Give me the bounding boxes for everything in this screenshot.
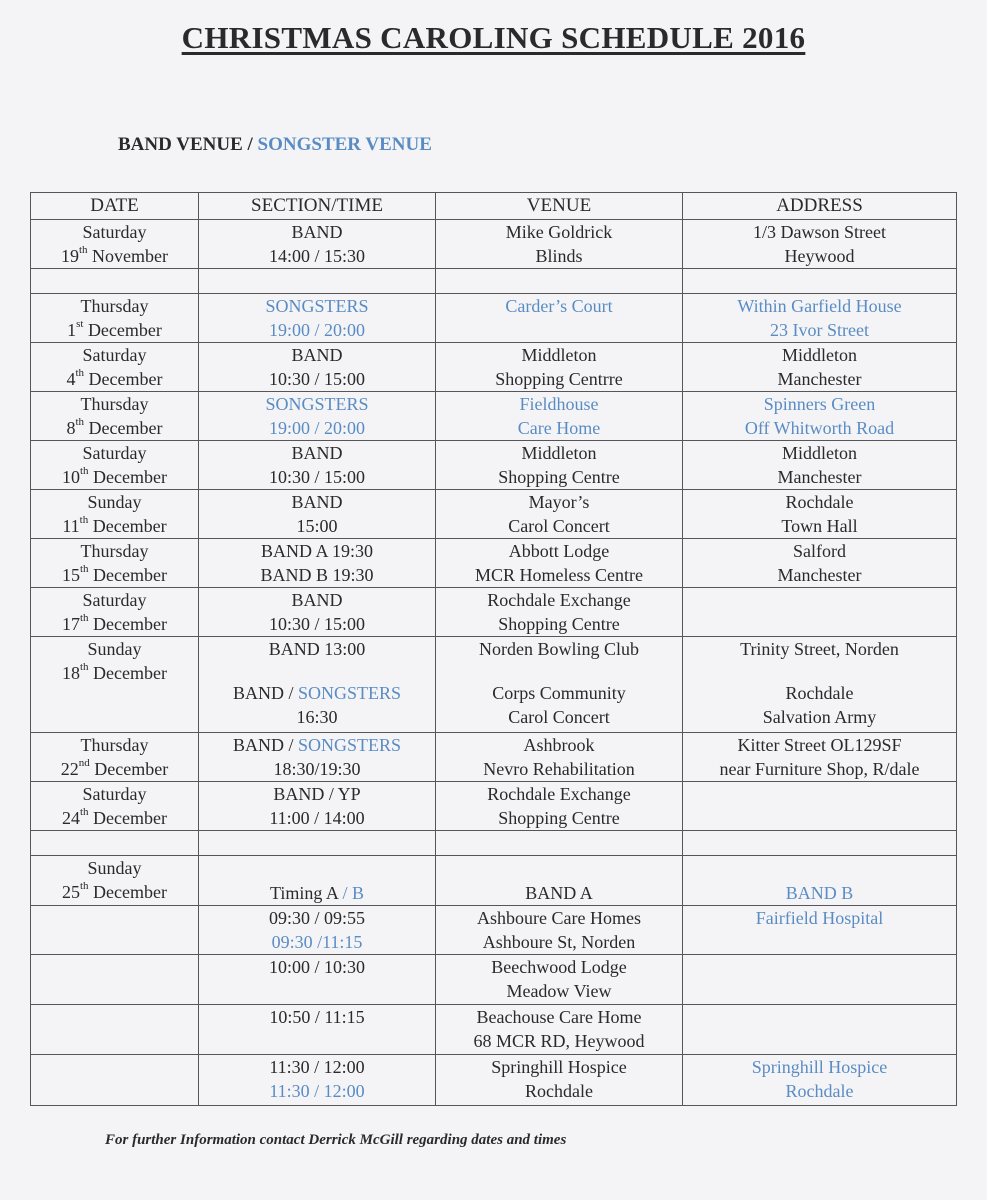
section-cell: BAND A 19:30 BAND B 19:30	[199, 539, 436, 588]
venue-cell: Fieldhouse Care Home	[436, 392, 683, 441]
date-cell	[31, 1055, 199, 1106]
date-cell: Thursday 1st December	[31, 294, 199, 343]
section-cell: 09:30 / 09:55 09:30 /11:15	[199, 906, 436, 955]
table-row	[31, 637, 957, 733]
table-row	[31, 343, 957, 392]
venue-cell: Abbott Lodge MCR Homeless Centre	[436, 539, 683, 588]
header-address: ADDRESS	[683, 193, 957, 220]
venue-cell: Springhill Hospice Rochdale	[436, 1055, 683, 1106]
venue-cell: Mayor’s Carol Concert	[436, 490, 683, 539]
venue-cell: Ashboure Care Homes Ashboure St, Norden	[436, 906, 683, 955]
schedule-table	[30, 192, 957, 1106]
table-row	[31, 588, 957, 637]
date-cell: Thursday 22nd December	[31, 733, 199, 782]
footer-note: For further Information contact Derrick McGill regarding dates and times	[105, 1132, 567, 1148]
date-cell: Sunday 25th December	[31, 856, 199, 906]
date-cell	[31, 1005, 199, 1055]
address-cell: Rochdale Town Hall	[683, 490, 957, 539]
table-row	[31, 856, 957, 906]
header-row	[31, 193, 957, 220]
header-date: DATE	[31, 193, 199, 220]
address-cell: Spinners Green Off Whitworth Road	[683, 392, 957, 441]
date-cell	[31, 955, 199, 1005]
table-row	[31, 392, 957, 441]
table-row	[31, 539, 957, 588]
date-cell: Thursday 8th December	[31, 392, 199, 441]
section-cell: BAND 13:00 BAND / SONGSTERS 16:30	[199, 637, 436, 733]
section-cell: 11:30 / 12:00 11:30 / 12:00	[199, 1055, 436, 1106]
address-cell: Middleton Manchester	[683, 343, 957, 392]
date-cell: Sunday 18th December	[31, 637, 199, 733]
section-cell: 10:00 / 10:30	[199, 955, 436, 1005]
address-cell: Trinity Street, Norden Rochdale Salvation Army	[683, 637, 957, 733]
table-row	[31, 490, 957, 539]
date-cell: Thursday 15th December	[31, 539, 199, 588]
table-row	[31, 733, 957, 782]
venue-cell: Middleton Shopping Centre	[436, 441, 683, 490]
address-cell	[683, 782, 957, 831]
section-cell: BAND 10:30 / 15:00	[199, 588, 436, 637]
table-row	[31, 782, 957, 831]
legend-band: BAND VENUE /	[118, 134, 253, 155]
address-cell: Fairfield Hospital	[683, 906, 957, 955]
address-cell: 1/3 Dawson Street Heywood	[683, 220, 957, 269]
address-cell	[683, 1005, 957, 1055]
section-cell: BAND 10:30 / 15:00	[199, 343, 436, 392]
section-cell: Timing A / B	[199, 856, 436, 906]
header-section: SECTION/TIME	[199, 193, 436, 220]
page-title: CHRISTMAS CAROLING SCHEDULE 2016	[181, 20, 806, 55]
section-cell: BAND / YP 11:00 / 14:00	[199, 782, 436, 831]
header-venue: VENUE	[436, 193, 683, 220]
address-cell: Within Garfield House 23 Ivor Street	[683, 294, 957, 343]
venue-cell: Beechwood Lodge Meadow View	[436, 955, 683, 1005]
date-cell: Saturday 19th November	[31, 220, 199, 269]
date-cell: Sunday 11th December	[31, 490, 199, 539]
section-cell: BAND / SONGSTERS 18:30/19:30	[199, 733, 436, 782]
date-cell	[31, 906, 199, 955]
venue-cell: Ashbrook Nevro Rehabilitation	[436, 733, 683, 782]
address-cell: Kitter Street OL129SF near Furniture Shop, R/dale	[683, 733, 957, 782]
legend-songster: SONGSTER VENUE	[257, 134, 432, 155]
section-cell: SONGSTERS 19:00 / 20:00	[199, 294, 436, 343]
address-cell: Salford Manchester	[683, 539, 957, 588]
spacer-row	[31, 269, 957, 294]
table-row	[31, 955, 957, 1005]
table-row	[31, 1005, 957, 1055]
date-cell: Saturday 24th December	[31, 782, 199, 831]
table-row	[31, 1055, 957, 1106]
venue-cell: Rochdale Exchange Shopping Centre	[436, 782, 683, 831]
venue-cell: Middleton Shopping Centrre	[436, 343, 683, 392]
section-cell: BAND 15:00	[199, 490, 436, 539]
venue-legend	[118, 134, 432, 156]
venue-cell: Rochdale Exchange Shopping Centre	[436, 588, 683, 637]
address-cell: Middleton Manchester	[683, 441, 957, 490]
section-cell: BAND 14:00 / 15:30	[199, 220, 436, 269]
spacer-row	[31, 831, 957, 856]
section-cell: 10:50 / 11:15	[199, 1005, 436, 1055]
address-cell	[683, 955, 957, 1005]
table-row	[31, 906, 957, 955]
date-cell: Saturday 17th December	[31, 588, 199, 637]
table-row	[31, 441, 957, 490]
address-cell	[683, 588, 957, 637]
address-cell: BAND B	[683, 856, 957, 906]
venue-cell: Mike Goldrick Blinds	[436, 220, 683, 269]
table-row	[31, 220, 957, 269]
venue-cell: Norden Bowling Club Corps Community Carol Concert	[436, 637, 683, 733]
venue-cell: Beachouse Care Home 68 MCR RD, Heywood	[436, 1005, 683, 1055]
venue-cell: BAND A	[436, 856, 683, 906]
address-cell: Springhill Hospice Rochdale	[683, 1055, 957, 1106]
table-row	[31, 294, 957, 343]
section-cell: SONGSTERS 19:00 / 20:00	[199, 392, 436, 441]
venue-cell: Carder’s Court	[436, 294, 683, 343]
date-cell: Saturday 10th December	[31, 441, 199, 490]
section-cell: BAND 10:30 / 15:00	[199, 441, 436, 490]
date-cell: Saturday 4th December	[31, 343, 199, 392]
